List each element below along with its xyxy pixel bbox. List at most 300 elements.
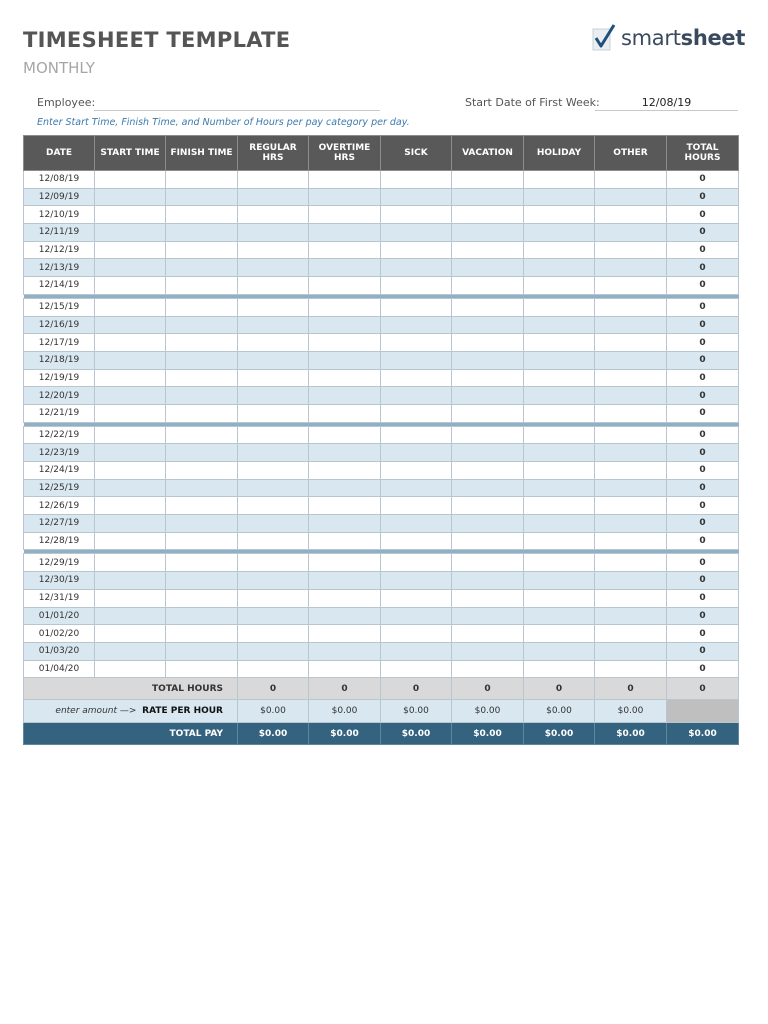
entry-cell[interactable] xyxy=(95,351,166,369)
row-total-cell: 0 xyxy=(667,515,739,533)
entry-cell[interactable] xyxy=(95,532,166,550)
entry-cell[interactable] xyxy=(309,188,381,206)
entry-cell[interactable] xyxy=(595,188,667,206)
entry-cell[interactable] xyxy=(381,589,452,607)
entry-cell[interactable] xyxy=(381,351,452,369)
entry-cell[interactable] xyxy=(95,387,166,405)
column-header: REGULAR HRS xyxy=(238,136,309,171)
entry-cell[interactable] xyxy=(166,497,238,515)
entry-cell[interactable] xyxy=(595,572,667,590)
entry-cell[interactable] xyxy=(95,554,166,572)
entry-cell[interactable] xyxy=(238,351,309,369)
entry-cell[interactable] xyxy=(452,572,524,590)
entry-cell[interactable] xyxy=(595,298,667,316)
entry-cell[interactable] xyxy=(381,206,452,224)
entry-cell[interactable] xyxy=(524,625,595,643)
entry-cell[interactable] xyxy=(95,369,166,387)
entry-cell[interactable] xyxy=(381,426,452,444)
entry-cell[interactable] xyxy=(166,426,238,444)
entry-cell[interactable] xyxy=(524,369,595,387)
entry-cell[interactable] xyxy=(524,241,595,259)
entry-cell[interactable] xyxy=(595,625,667,643)
entry-cell[interactable] xyxy=(309,444,381,462)
row-total-cell: 0 xyxy=(667,351,739,369)
column-header: TOTAL HOURS xyxy=(667,136,739,171)
entry-cell[interactable] xyxy=(381,554,452,572)
total-pay-value: $0.00 xyxy=(595,723,667,745)
entry-cell[interactable] xyxy=(166,554,238,572)
row-total-cell: 0 xyxy=(667,387,739,405)
row-total-cell: 0 xyxy=(667,277,739,295)
entry-cell[interactable] xyxy=(452,607,524,625)
row-total-cell: 0 xyxy=(667,298,739,316)
employee-field-line xyxy=(94,110,380,111)
entry-cell[interactable] xyxy=(524,404,595,422)
row-total-cell: 0 xyxy=(667,607,739,625)
entry-cell[interactable] xyxy=(381,387,452,405)
entry-cell[interactable] xyxy=(595,404,667,422)
entry-cell[interactable] xyxy=(166,224,238,242)
entry-cell[interactable] xyxy=(381,369,452,387)
table-row xyxy=(24,572,739,590)
entry-cell[interactable] xyxy=(524,444,595,462)
entry-cell[interactable] xyxy=(238,444,309,462)
table-row xyxy=(24,462,739,480)
date-cell: 12/10/19 xyxy=(24,206,95,224)
entry-cell[interactable] xyxy=(238,479,309,497)
smartsheet-logo xyxy=(590,22,746,56)
entry-cell[interactable] xyxy=(595,277,667,295)
entry-cell[interactable] xyxy=(309,554,381,572)
entry-cell[interactable] xyxy=(309,625,381,643)
entry-cell[interactable] xyxy=(381,277,452,295)
row-total-cell: 0 xyxy=(667,241,739,259)
entry-cell[interactable] xyxy=(381,462,452,480)
row-total-cell: 0 xyxy=(667,224,739,242)
entry-cell[interactable] xyxy=(452,444,524,462)
entry-cell[interactable] xyxy=(238,188,309,206)
entry-cell[interactable] xyxy=(238,277,309,295)
entry-cell[interactable] xyxy=(595,369,667,387)
entry-cell[interactable] xyxy=(381,497,452,515)
entry-cell[interactable] xyxy=(166,259,238,277)
entry-cell[interactable] xyxy=(452,259,524,277)
entry-cell[interactable] xyxy=(452,351,524,369)
entry-cell[interactable] xyxy=(595,479,667,497)
entry-cell[interactable] xyxy=(524,572,595,590)
entry-cell[interactable] xyxy=(238,259,309,277)
entry-cell[interactable] xyxy=(309,277,381,295)
table-row xyxy=(24,497,739,515)
rate-input[interactable]: $0.00 xyxy=(524,700,595,723)
entry-cell[interactable] xyxy=(166,572,238,590)
employee-label: Employee: xyxy=(37,96,96,109)
entry-cell[interactable] xyxy=(166,351,238,369)
entry-cell[interactable] xyxy=(95,404,166,422)
entry-cell[interactable] xyxy=(95,188,166,206)
entry-cell[interactable] xyxy=(309,497,381,515)
entry-cell[interactable] xyxy=(595,259,667,277)
date-cell: 12/22/19 xyxy=(24,426,95,444)
column-header: HOLIDAY xyxy=(524,136,595,171)
entry-cell[interactable] xyxy=(95,298,166,316)
entry-cell[interactable] xyxy=(95,224,166,242)
entry-cell[interactable] xyxy=(595,426,667,444)
entry-cell[interactable] xyxy=(238,316,309,334)
entry-cell[interactable] xyxy=(595,554,667,572)
entry-cell[interactable] xyxy=(381,660,452,678)
entry-cell[interactable] xyxy=(309,572,381,590)
entry-cell[interactable] xyxy=(95,334,166,352)
entry-cell[interactable] xyxy=(95,444,166,462)
entry-cell[interactable] xyxy=(595,497,667,515)
total-hours-value: 0 xyxy=(524,678,595,700)
entry-cell[interactable] xyxy=(452,625,524,643)
entry-cell[interactable] xyxy=(166,404,238,422)
entry-cell[interactable] xyxy=(95,642,166,660)
entry-cell[interactable] xyxy=(166,589,238,607)
entry-cell[interactable] xyxy=(166,607,238,625)
entry-cell[interactable] xyxy=(309,607,381,625)
entry-cell[interactable] xyxy=(238,369,309,387)
entry-cell[interactable] xyxy=(238,404,309,422)
entry-cell[interactable] xyxy=(595,224,667,242)
entry-cell[interactable] xyxy=(524,479,595,497)
entry-cell[interactable] xyxy=(452,241,524,259)
rate-input[interactable]: $0.00 xyxy=(238,700,309,723)
entry-cell[interactable] xyxy=(452,387,524,405)
entry-cell[interactable] xyxy=(238,532,309,550)
entry-cell[interactable] xyxy=(452,479,524,497)
entry-cell[interactable] xyxy=(309,298,381,316)
entry-cell[interactable] xyxy=(524,206,595,224)
date-cell: 12/18/19 xyxy=(24,351,95,369)
entry-cell[interactable] xyxy=(595,351,667,369)
rate-input[interactable]: $0.00 xyxy=(452,700,524,723)
entry-cell[interactable] xyxy=(452,515,524,533)
row-total-cell: 0 xyxy=(667,642,739,660)
entry-cell[interactable] xyxy=(595,241,667,259)
entry-cell[interactable] xyxy=(166,462,238,480)
entry-cell[interactable] xyxy=(166,316,238,334)
table-row xyxy=(24,404,739,422)
row-total-cell: 0 xyxy=(667,188,739,206)
entry-cell[interactable] xyxy=(166,334,238,352)
entry-cell[interactable] xyxy=(452,369,524,387)
date-cell: 01/02/20 xyxy=(24,625,95,643)
entry-cell[interactable] xyxy=(166,625,238,643)
entry-cell[interactable] xyxy=(452,404,524,422)
entry-cell[interactable] xyxy=(238,206,309,224)
table-row xyxy=(24,642,739,660)
entry-cell[interactable] xyxy=(238,387,309,405)
entry-cell[interactable] xyxy=(166,387,238,405)
rate-input[interactable]: $0.00 xyxy=(381,700,452,723)
entry-cell[interactable] xyxy=(309,241,381,259)
date-cell: 12/27/19 xyxy=(24,515,95,533)
table-row xyxy=(24,554,739,572)
entry-cell[interactable] xyxy=(309,404,381,422)
entry-cell[interactable] xyxy=(95,206,166,224)
entry-cell[interactable] xyxy=(381,188,452,206)
entry-cell[interactable] xyxy=(166,171,238,189)
entry-cell[interactable] xyxy=(381,298,452,316)
entry-cell[interactable] xyxy=(452,589,524,607)
entry-cell[interactable] xyxy=(381,334,452,352)
entry-cell[interactable] xyxy=(524,515,595,533)
entry-cell[interactable] xyxy=(309,316,381,334)
entry-cell[interactable] xyxy=(452,642,524,660)
date-cell: 12/26/19 xyxy=(24,497,95,515)
entry-cell[interactable] xyxy=(166,277,238,295)
entry-cell[interactable] xyxy=(166,206,238,224)
entry-cell[interactable] xyxy=(166,188,238,206)
instructions: Enter Start Time, Finish Time, and Number of Hours per pay category per day. xyxy=(37,117,410,128)
entry-cell[interactable] xyxy=(309,589,381,607)
table-row xyxy=(24,277,739,295)
entry-cell[interactable] xyxy=(524,660,595,678)
date-cell: 12/29/19 xyxy=(24,554,95,572)
entry-cell[interactable] xyxy=(309,351,381,369)
entry-cell[interactable] xyxy=(381,479,452,497)
entry-cell[interactable] xyxy=(309,259,381,277)
start-date-line xyxy=(595,110,738,111)
entry-cell[interactable] xyxy=(381,171,452,189)
entry-cell[interactable] xyxy=(381,572,452,590)
entry-cell[interactable] xyxy=(452,462,524,480)
entry-cell[interactable] xyxy=(452,298,524,316)
entry-cell[interactable] xyxy=(95,259,166,277)
entry-cell[interactable] xyxy=(309,224,381,242)
date-cell: 12/28/19 xyxy=(24,532,95,550)
table-row xyxy=(24,387,739,405)
table-row xyxy=(24,241,739,259)
entry-cell[interactable] xyxy=(524,462,595,480)
entry-cell[interactable] xyxy=(452,316,524,334)
entry-cell[interactable] xyxy=(381,241,452,259)
date-cell: 01/04/20 xyxy=(24,660,95,678)
entry-cell[interactable] xyxy=(238,171,309,189)
row-total-cell: 0 xyxy=(667,572,739,590)
entry-cell[interactable] xyxy=(95,241,166,259)
entry-cell[interactable] xyxy=(238,497,309,515)
total-pay-label: TOTAL PAY xyxy=(24,723,238,745)
entry-cell[interactable] xyxy=(238,625,309,643)
entry-cell[interactable] xyxy=(238,607,309,625)
entry-cell[interactable] xyxy=(381,444,452,462)
entry-cell[interactable] xyxy=(309,660,381,678)
row-total-cell: 0 xyxy=(667,259,739,277)
date-cell: 12/09/19 xyxy=(24,188,95,206)
entry-cell[interactable] xyxy=(524,277,595,295)
entry-cell[interactable] xyxy=(95,171,166,189)
table-row xyxy=(24,259,739,277)
entry-cell[interactable] xyxy=(524,589,595,607)
entry-cell[interactable] xyxy=(381,404,452,422)
entry-cell[interactable] xyxy=(595,387,667,405)
entry-cell[interactable] xyxy=(595,444,667,462)
entry-cell[interactable] xyxy=(309,532,381,550)
row-total-cell: 0 xyxy=(667,625,739,643)
entry-cell[interactable] xyxy=(381,532,452,550)
entry-cell[interactable] xyxy=(309,479,381,497)
entry-cell[interactable] xyxy=(524,334,595,352)
entry-cell[interactable] xyxy=(452,171,524,189)
entry-cell[interactable] xyxy=(452,188,524,206)
entry-cell[interactable] xyxy=(238,660,309,678)
entry-cell[interactable] xyxy=(238,298,309,316)
entry-cell[interactable] xyxy=(524,642,595,660)
entry-cell[interactable] xyxy=(381,316,452,334)
rate-label-cell xyxy=(24,700,238,723)
total-pay-value: $0.00 xyxy=(667,723,739,745)
entry-cell[interactable] xyxy=(95,497,166,515)
entry-cell[interactable] xyxy=(595,334,667,352)
entry-cell[interactable] xyxy=(452,334,524,352)
entry-cell[interactable] xyxy=(95,462,166,480)
entry-cell[interactable] xyxy=(166,298,238,316)
entry-cell[interactable] xyxy=(381,515,452,533)
entry-cell[interactable] xyxy=(452,554,524,572)
table-row xyxy=(24,188,739,206)
entry-cell[interactable] xyxy=(381,259,452,277)
entry-cell[interactable] xyxy=(95,625,166,643)
enter-amount-hint: enter amount —> xyxy=(55,706,137,717)
entry-cell[interactable] xyxy=(166,515,238,533)
entry-cell[interactable] xyxy=(452,224,524,242)
entry-cell[interactable] xyxy=(595,171,667,189)
table-row xyxy=(24,351,739,369)
entry-cell[interactable] xyxy=(95,479,166,497)
entry-cell[interactable] xyxy=(524,171,595,189)
rate-per-hour-row xyxy=(24,700,739,723)
entry-cell[interactable] xyxy=(238,589,309,607)
rate-blank-cell xyxy=(667,700,739,723)
entry-cell[interactable] xyxy=(452,426,524,444)
entry-cell[interactable] xyxy=(595,316,667,334)
entry-cell[interactable] xyxy=(95,589,166,607)
entry-cell[interactable] xyxy=(238,334,309,352)
entry-cell[interactable] xyxy=(238,426,309,444)
entry-cell[interactable] xyxy=(381,625,452,643)
entry-cell[interactable] xyxy=(95,316,166,334)
entry-cell[interactable] xyxy=(238,554,309,572)
page-title: TIMESHEET TEMPLATE xyxy=(23,28,291,52)
table-row xyxy=(24,660,739,678)
entry-cell[interactable] xyxy=(524,532,595,550)
entry-cell[interactable] xyxy=(309,369,381,387)
entry-cell[interactable] xyxy=(238,224,309,242)
entry-cell[interactable] xyxy=(309,515,381,533)
entry-cell[interactable] xyxy=(452,277,524,295)
entry-cell[interactable] xyxy=(381,607,452,625)
row-total-cell: 0 xyxy=(667,316,739,334)
date-cell: 12/12/19 xyxy=(24,241,95,259)
table-row xyxy=(24,625,739,643)
total-hours-value: 0 xyxy=(309,678,381,700)
entry-cell[interactable] xyxy=(381,642,452,660)
entry-cell[interactable] xyxy=(452,206,524,224)
entry-cell[interactable] xyxy=(524,188,595,206)
entry-cell[interactable] xyxy=(166,369,238,387)
date-cell: 01/03/20 xyxy=(24,642,95,660)
entry-cell[interactable] xyxy=(452,532,524,550)
date-cell: 12/23/19 xyxy=(24,444,95,462)
entry-cell[interactable] xyxy=(524,351,595,369)
entry-cell[interactable] xyxy=(524,387,595,405)
entry-cell[interactable] xyxy=(238,515,309,533)
entry-cell[interactable] xyxy=(595,660,667,678)
entry-cell[interactable] xyxy=(166,479,238,497)
entry-cell[interactable] xyxy=(381,224,452,242)
entry-cell[interactable] xyxy=(309,426,381,444)
entry-cell[interactable] xyxy=(309,206,381,224)
entry-cell[interactable] xyxy=(595,642,667,660)
entry-cell[interactable] xyxy=(95,426,166,444)
entry-cell[interactable] xyxy=(524,259,595,277)
table-row xyxy=(24,334,739,352)
entry-cell[interactable] xyxy=(524,554,595,572)
date-cell: 12/08/19 xyxy=(24,171,95,189)
entry-cell[interactable] xyxy=(524,426,595,444)
entry-cell[interactable] xyxy=(95,277,166,295)
row-total-cell: 0 xyxy=(667,206,739,224)
entry-cell[interactable] xyxy=(309,334,381,352)
entry-cell[interactable] xyxy=(166,642,238,660)
total-pay-row xyxy=(24,723,739,745)
entry-cell[interactable] xyxy=(309,387,381,405)
entry-cell[interactable] xyxy=(524,224,595,242)
entry-cell[interactable] xyxy=(595,515,667,533)
entry-cell[interactable] xyxy=(238,642,309,660)
entry-cell[interactable] xyxy=(595,532,667,550)
entry-cell[interactable] xyxy=(309,171,381,189)
entry-cell[interactable] xyxy=(595,462,667,480)
entry-cell[interactable] xyxy=(452,660,524,678)
total-hours-value: 0 xyxy=(381,678,452,700)
entry-cell[interactable] xyxy=(595,607,667,625)
entry-cell[interactable] xyxy=(524,316,595,334)
entry-cell[interactable] xyxy=(309,462,381,480)
entry-cell[interactable] xyxy=(524,607,595,625)
start-date-field[interactable]: 12/08/19 xyxy=(641,96,692,109)
entry-cell[interactable] xyxy=(309,642,381,660)
entry-cell[interactable] xyxy=(95,515,166,533)
row-total-cell: 0 xyxy=(667,334,739,352)
total-hours-value: 0 xyxy=(238,678,309,700)
entry-cell[interactable] xyxy=(452,497,524,515)
entry-cell[interactable] xyxy=(595,206,667,224)
entry-cell[interactable] xyxy=(166,532,238,550)
rate-input[interactable]: $0.00 xyxy=(309,700,381,723)
entry-cell[interactable] xyxy=(95,660,166,678)
entry-cell[interactable] xyxy=(524,497,595,515)
entry-cell[interactable] xyxy=(166,241,238,259)
rate-input[interactable]: $0.00 xyxy=(595,700,667,723)
entry-cell[interactable] xyxy=(166,660,238,678)
total-pay-value: $0.00 xyxy=(381,723,452,745)
entry-cell[interactable] xyxy=(524,298,595,316)
date-cell: 01/01/20 xyxy=(24,607,95,625)
entry-cell[interactable] xyxy=(166,444,238,462)
entry-cell[interactable] xyxy=(595,589,667,607)
entry-cell[interactable] xyxy=(238,241,309,259)
entry-cell[interactable] xyxy=(238,462,309,480)
date-cell: 12/24/19 xyxy=(24,462,95,480)
entry-cell[interactable] xyxy=(95,607,166,625)
entry-cell[interactable] xyxy=(238,572,309,590)
entry-cell[interactable] xyxy=(95,572,166,590)
